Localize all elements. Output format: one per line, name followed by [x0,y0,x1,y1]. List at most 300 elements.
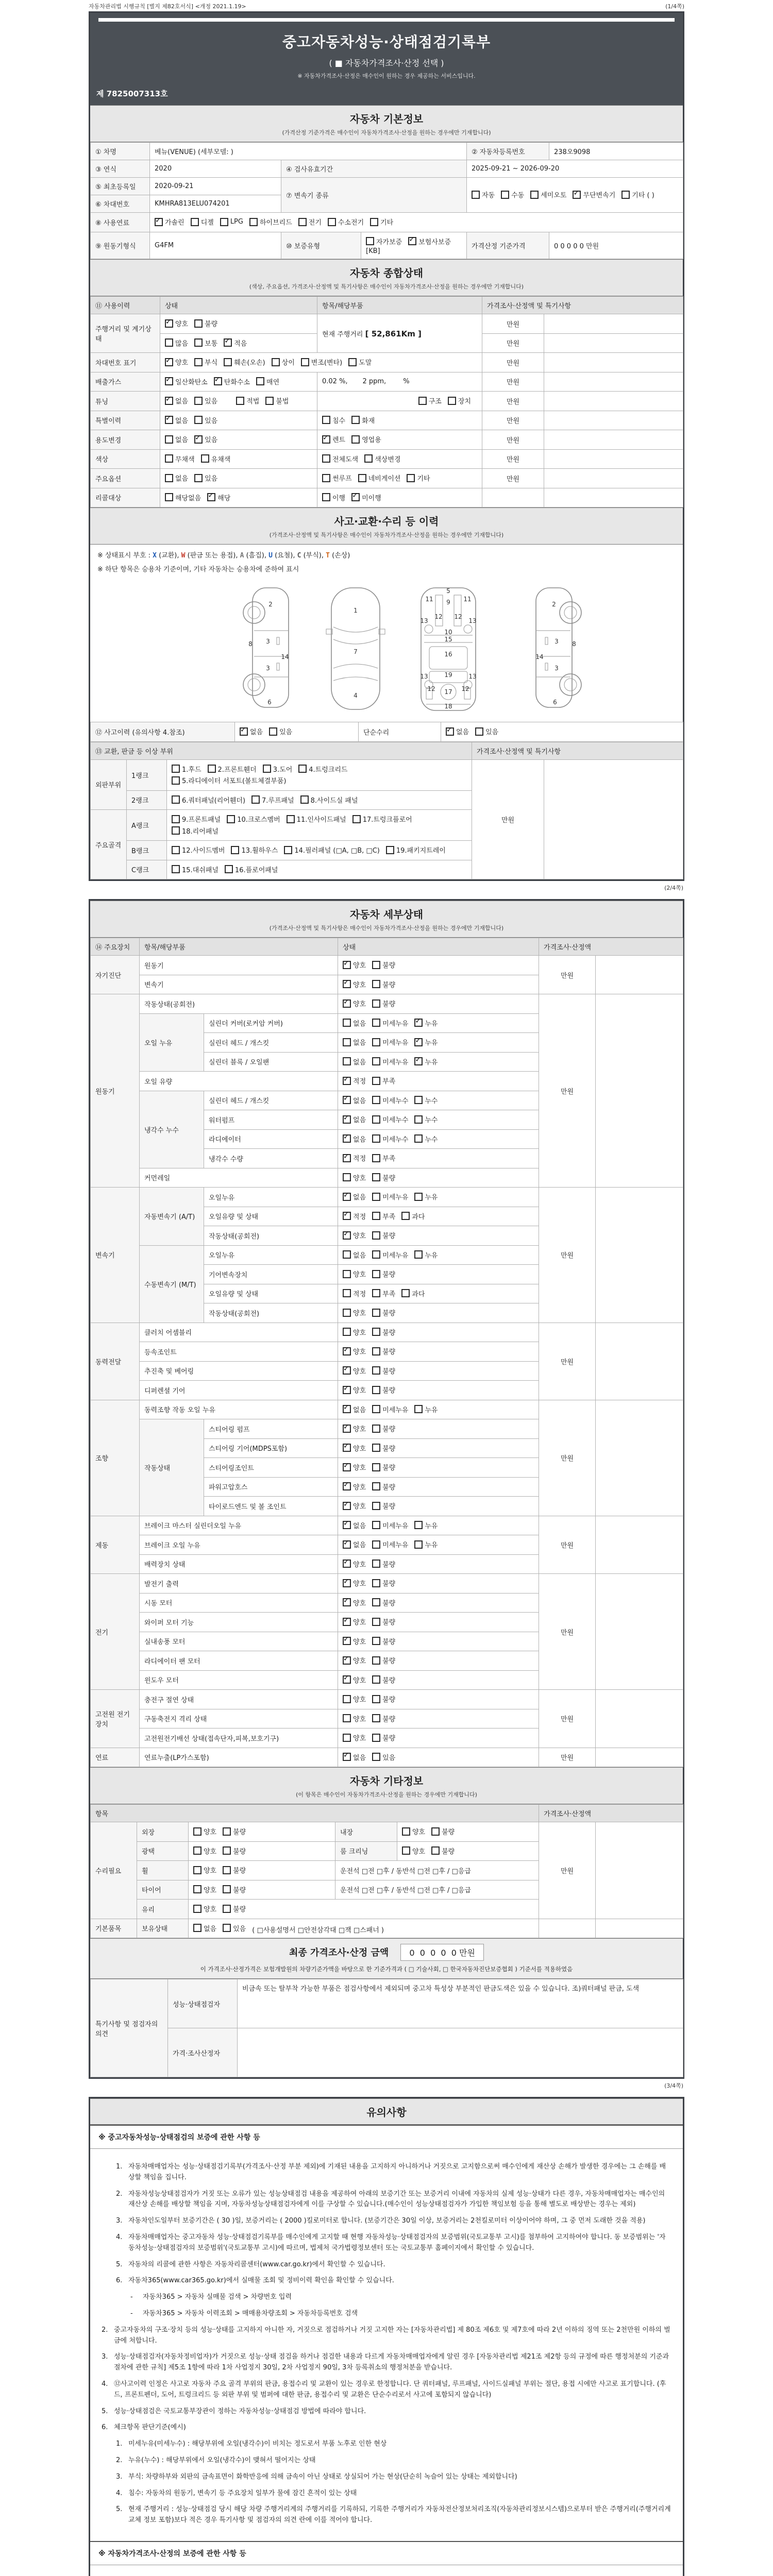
svg-text:6: 6 [267,699,272,706]
notes-cell [544,372,683,392]
checkbox-label: 11.인사이드패널 [296,816,346,824]
checkbox-label: 8.사이드실 패널 [310,796,358,805]
checkbox-option[interactable] [366,236,402,246]
checkbox-icon [343,1637,351,1645]
checkbox-label: 불량 [233,1828,246,1836]
checkbox-option[interactable] [372,1617,395,1626]
checkbox-option[interactable] [343,1076,366,1086]
checkbox-icon [351,416,360,424]
checkbox-option[interactable] [272,357,295,367]
checkbox-option[interactable] [223,1865,246,1875]
checkbox-option[interactable] [372,1346,395,1356]
item-label: 클러치 어셈블리 [140,1323,338,1342]
checkbox-option[interactable] [172,775,287,785]
checkbox-option[interactable] [194,357,217,367]
item-label: 타이로드엔드 및 볼 조인트 [204,1497,338,1516]
checkbox-icon [172,826,180,835]
checkbox-option[interactable] [194,396,217,405]
rank2-label: 2랭크 [127,790,167,810]
checkbox-option[interactable] [372,1714,395,1723]
checkbox-option[interactable] [372,1598,395,1607]
checkbox-icon [372,1173,380,1181]
checkbox-option[interactable] [343,1617,366,1626]
checkbox-option[interactable] [343,1211,366,1221]
checkbox-option[interactable] [372,1037,408,1047]
checkbox-label: 불량 [382,1735,396,1742]
checkbox-label: 없음 [456,728,469,736]
checkbox-option[interactable] [343,1308,366,1317]
checkbox-label: 미세누유 [382,1541,409,1549]
checkbox-option[interactable] [343,1037,366,1047]
checkbox-option[interactable] [263,764,293,774]
checkbox-option[interactable] [358,473,401,483]
checkbox-option[interactable] [343,1752,366,1762]
checkbox-icon [343,1656,351,1665]
checkbox-option[interactable] [343,1501,366,1511]
checkbox-option[interactable] [343,1250,366,1260]
checkbox-option[interactable] [343,1559,366,1569]
checkbox-option[interactable] [284,845,379,855]
checkbox-option[interactable] [322,415,345,425]
checkbox-option[interactable] [165,338,188,348]
car-damage-diagram [90,580,683,722]
checkbox-option[interactable] [193,1846,216,1856]
checkbox-option[interactable] [372,960,395,970]
law-note: 자동차관리법 시행규칙 [별지 제82호서식] <개정 2021.1.19> [89,3,246,10]
checkbox-option[interactable] [418,396,442,405]
state-code-desc: (판금 또는 용접), [185,552,240,560]
checkbox-option[interactable] [372,1018,408,1028]
checkbox-option[interactable] [372,1308,395,1317]
checkbox-option[interactable] [372,1366,395,1376]
checkbox-icon [343,1444,351,1452]
checkbox-option[interactable] [372,1752,395,1762]
checkbox-icon [322,493,330,501]
checkbox-icon [287,815,295,823]
checkbox-icon [372,1347,380,1355]
checkbox-option[interactable] [193,1865,216,1875]
checkbox-option[interactable] [472,190,495,199]
checkbox-label: 미이행 [362,494,381,502]
checkbox-icon [223,1924,231,1932]
checkbox-option[interactable] [224,357,265,367]
checkbox-option[interactable] [155,217,184,227]
checkbox-icon [414,1250,423,1259]
checkbox-option[interactable] [402,1846,425,1856]
checkbox-option[interactable] [372,1134,408,1144]
overall-col-item: 항목/해당부품 [317,297,482,314]
checkbox-option[interactable] [343,1404,366,1414]
checkbox-option[interactable] [322,454,358,464]
checkbox-option[interactable] [621,190,654,199]
checkbox-icon [372,1328,380,1336]
checkbox-option[interactable] [372,1076,395,1086]
checkbox-option[interactable] [343,1675,366,1685]
checkbox-option[interactable] [172,845,225,855]
checkbox-option[interactable] [343,1520,366,1530]
checkbox-label: 미세누유 [382,1058,409,1066]
checkbox-option[interactable] [322,473,352,483]
checkbox-option[interactable] [414,1520,438,1530]
checkbox-icon [372,1618,380,1626]
checkbox-option[interactable] [407,473,430,483]
checkbox-option[interactable] [236,396,259,405]
checkbox-label: 없음 [353,1136,366,1144]
checkbox-option[interactable] [214,377,250,386]
checkbox-label: 불량 [382,1310,396,1317]
checkbox-option[interactable] [301,357,342,367]
checkbox-option[interactable] [172,826,219,836]
checkbox-option[interactable] [343,1018,366,1028]
checkbox-option[interactable] [343,1327,366,1337]
checkbox-icon [263,765,271,773]
checkbox-option[interactable] [201,454,231,464]
checkbox-option[interactable] [287,814,346,824]
checkbox-option[interactable] [372,1250,408,1260]
current-mileage-label: 현재 주행거리 [322,330,363,338]
warranty-checkbox-group [366,240,457,247]
item-label: 라디에이터 팬 모터 [140,1651,338,1671]
checkbox-option[interactable] [475,726,498,736]
checkbox-icon [475,727,483,736]
checkbox-label: 양호 [353,1329,366,1337]
checkbox-option[interactable] [372,1443,395,1453]
checkbox-option[interactable] [372,998,395,1008]
checkbox-label: 불량 [382,1676,396,1685]
checkbox-option[interactable] [372,1482,395,1492]
checkbox-option[interactable] [343,998,366,1008]
checkbox-option[interactable] [414,1192,438,1201]
checkbox-option[interactable] [343,1346,366,1356]
checkbox-option[interactable] [372,1655,395,1665]
checkbox-option[interactable] [372,1694,395,1704]
checkbox-option[interactable] [372,1675,395,1685]
checkbox-icon [418,397,427,405]
checkbox-option[interactable] [372,1095,408,1105]
checkbox-option[interactable] [322,493,345,502]
emission-row-label: 배출가스 [91,372,160,392]
checkbox-option[interactable] [386,845,446,855]
etc-price-cell [539,1919,596,1938]
checkbox-option[interactable] [165,473,188,483]
checkbox-option[interactable] [343,1095,366,1105]
checkbox-option[interactable] [172,795,245,805]
checkbox-option[interactable] [401,1289,425,1298]
checkbox-option[interactable] [343,1539,366,1549]
checkbox-option[interactable] [351,493,381,502]
checkbox-option[interactable] [343,1733,366,1742]
checkbox-option[interactable] [343,1655,366,1665]
checkbox-option[interactable] [256,377,279,386]
checkbox-option[interactable] [343,1385,366,1395]
checkbox-label: 없음 [353,1194,366,1201]
checkbox-option[interactable] [401,1211,425,1221]
checkbox-icon [372,1289,380,1297]
checkbox-option[interactable] [372,1269,395,1279]
checkbox-label: 과다 [412,1213,425,1221]
checkbox-option[interactable] [223,1923,246,1933]
checkbox-icon [343,1134,351,1143]
checkbox-option[interactable] [351,434,381,444]
checkbox-option[interactable] [224,338,247,348]
svg-text:13: 13 [468,617,477,624]
checkbox-icon [372,980,380,988]
checkbox-icon [343,1289,351,1297]
device-steering: 조향 [91,1400,140,1516]
checkbox-option[interactable] [372,1153,395,1163]
checkbox-option[interactable] [165,357,188,367]
checkbox-option[interactable] [414,1250,438,1260]
checkbox-icon [249,218,258,226]
checkbox-icon [256,377,264,385]
checkbox-option[interactable] [300,795,358,805]
checkbox-option[interactable] [343,1423,366,1433]
checkbox-option[interactable] [220,218,243,226]
checkbox-option[interactable] [343,1482,366,1492]
transmission-checkbox-group [467,178,683,213]
checkbox-option[interactable] [343,1153,366,1163]
device-engine: 원동기 [91,994,140,1188]
checkbox-icon [414,1405,423,1413]
checkbox-option[interactable] [322,434,345,444]
checkbox-option[interactable] [172,814,221,824]
checkbox-option[interactable] [343,1598,366,1607]
checkbox-option[interactable] [251,795,294,805]
checkbox-option[interactable] [343,1269,366,1279]
detail-note: (가격조사·산정액 및 특기사항은 매수인이 자동차가격조사·산정을 원하는 경우에만 기재합니다) [269,925,504,931]
checkbox-label: 불량 [382,1426,396,1433]
checkbox-option[interactable] [343,1714,366,1723]
checkbox-label: 양호 [353,1619,366,1626]
checkbox-option[interactable] [372,1211,395,1221]
checkbox-label: 없음 [250,728,263,736]
checkbox-label: 미세누수 [382,1136,409,1144]
checkbox-option[interactable] [343,1173,366,1182]
checkbox-option[interactable] [372,1733,395,1742]
svg-text:8: 8 [572,640,576,648]
checkbox-label: 양호 [353,1696,366,1704]
checkbox-option[interactable] [414,1095,438,1105]
checkbox-option[interactable] [402,1826,425,1836]
checkbox-option[interactable] [372,1404,408,1414]
checkbox-option[interactable] [328,217,364,227]
checkbox-option[interactable] [227,814,280,824]
current-mileage-cell [317,314,482,353]
checkbox-option[interactable] [372,1327,395,1337]
checkbox-option[interactable] [372,979,395,989]
checkbox-option[interactable] [351,415,375,425]
checkbox-option[interactable] [207,493,230,502]
checkbox-option[interactable] [194,415,217,425]
basic-info-table [90,142,683,259]
checkbox-option[interactable] [372,1289,395,1298]
checkbox-option[interactable] [223,1846,246,1856]
checkbox-option[interactable] [372,1385,395,1395]
checkbox-icon [223,1905,231,1913]
checkbox-icon [343,1482,351,1490]
checkbox-option[interactable] [372,1636,395,1646]
status-checkbox-group [338,1651,539,1671]
item-label: 실린더 헤드 / 개스킷 [204,1033,338,1053]
document-number: 제 7825007313호 [96,89,168,98]
checkbox-option[interactable] [193,1904,216,1913]
sub-at: 자동변속기 (A/T) [140,1188,204,1246]
checkbox-option[interactable] [343,1443,366,1453]
checkbox-option[interactable] [408,236,451,246]
checkbox-option[interactable] [193,1923,216,1933]
checkbox-option[interactable] [352,814,412,824]
checkbox-option[interactable] [165,415,188,425]
checkbox-icon [322,474,330,482]
checkbox-option[interactable] [343,1578,366,1588]
checkbox-option[interactable] [172,865,219,874]
checkbox-option[interactable] [223,1826,246,1836]
checkbox-option[interactable] [165,318,188,328]
checkbox-option[interactable] [193,1885,216,1894]
notice-item: 1. 자동차매매업자는 성능·상태점검기록부(가격조사·산정 부분 제외)에 기재된 내용을 고지하지 아니하거나 거짓으로 고지함으로써 매수인에게 재산상 손해가 발생한 경우에는 그 손해를 배상할 책임을 집니다. [116,2163,666,2181]
checkbox-option[interactable] [249,217,292,227]
checkbox-option[interactable] [414,1018,438,1028]
checkbox-option[interactable] [298,217,322,227]
status-checkbox-group [338,1438,539,1458]
checkbox-label: 색상변경 [375,455,401,464]
checkbox-option[interactable] [223,1885,246,1894]
document-sheet [89,11,684,2576]
checkbox-option[interactable] [448,396,471,405]
checkbox-option[interactable] [231,845,278,855]
item-label: 브레이크 마스터 실린더오일 누유 [140,1516,338,1535]
checkbox-icon [372,961,380,969]
checkbox-option[interactable] [343,960,366,970]
checkbox-option[interactable] [372,1462,395,1472]
status-checkbox-group [338,1419,539,1439]
etc-price-cell: 만원 [539,1822,596,1919]
status-checkbox-group [338,994,539,1014]
checkbox-option[interactable] [265,396,289,405]
checkbox-option[interactable] [269,726,292,736]
checkbox-option[interactable] [414,1057,438,1066]
checkbox-option[interactable] [343,1134,366,1144]
checkbox-option[interactable] [165,434,188,444]
checkbox-icon [165,319,173,328]
checkbox-option[interactable] [343,1462,366,1472]
checkbox-option[interactable] [372,1559,395,1569]
checkbox-option[interactable] [372,1057,408,1066]
checkbox-option[interactable] [194,338,217,348]
checkbox-option[interactable] [343,1636,366,1646]
status-checkbox-group [338,1497,539,1516]
checkbox-option[interactable] [194,318,217,328]
checkbox-label: 양호 [353,1676,366,1685]
checkbox-option[interactable] [165,377,208,386]
checkbox-option[interactable] [225,865,278,874]
item-label: 배력장치 상태 [140,1554,338,1574]
checkbox-option[interactable] [343,1192,366,1201]
checkbox-option[interactable] [208,764,257,774]
checkbox-option[interactable] [501,190,524,199]
checkbox-option[interactable] [343,1289,366,1298]
checkbox-label: 보험사보증 [418,238,451,246]
item-label: 작동상태(공회전) [204,1226,338,1246]
checkbox-icon [193,1866,201,1874]
checkbox-option[interactable] [343,1114,366,1124]
checkbox-option[interactable] [414,1539,438,1549]
checkbox-icon [284,846,292,854]
status-checkbox-group [338,1245,539,1265]
checkbox-option[interactable] [240,726,263,736]
checkbox-option[interactable] [172,764,201,774]
checkbox-option[interactable] [194,473,217,483]
checkbox-icon [372,1231,380,1240]
checkbox-option[interactable] [372,1423,395,1433]
checkbox-option[interactable] [343,1366,366,1376]
checkbox-option[interactable] [414,1134,438,1144]
rank1-checkbox-group [167,759,472,790]
warranty-provider: [KB] [366,247,380,255]
checkbox-option[interactable] [372,1114,408,1124]
checkbox-icon [372,1502,380,1510]
checkbox-label: 기타 [417,475,430,483]
status-checkbox-group [338,1188,539,1207]
checkbox-option[interactable] [165,493,201,502]
checkbox-option[interactable] [431,1846,455,1856]
notice-item: 4. ⑫사고이력 인정은 사고로 자동차 주요 골격 부위의 판금, 용접수리 및 교환이 있는 경우로 한정합니다. 단 쿼터패널, 루프패널, 사이드실패널 부위는 절단, 용접 시에만 사고로 표기합니다. (후드, 프론트펜더, 도어, 트렁크리드 등 외판 부위 및 범퍼에 대한 판금, 용접수리 및 교환은 단순수리로서 사고에 포함되지 않습니다) [102,2380,666,2399]
checkbox-option[interactable] [343,979,366,989]
checkbox-option[interactable] [348,357,372,367]
checkbox-option[interactable] [165,454,195,464]
checkbox-label: 불량 [382,1696,396,1704]
checkbox-option[interactable] [530,190,566,199]
checkbox-icon [165,377,173,385]
checkbox-icon [193,1885,201,1893]
checkbox-option[interactable] [223,1904,246,1913]
checkbox-label: 미세누유 [382,1522,409,1530]
item-label: 와이퍼 모터 기능 [140,1613,338,1632]
checkbox-option[interactable] [431,1826,455,1836]
status-checkbox-group [338,1110,539,1130]
checkbox-option[interactable] [414,1037,438,1047]
checkbox-option[interactable] [298,764,347,774]
checkbox-option[interactable] [446,726,469,736]
checkbox-option[interactable] [193,1826,216,1836]
checkbox-option[interactable] [364,454,400,464]
checkbox-option[interactable] [343,1694,366,1704]
checkbox-label: 적정 [353,1213,366,1221]
checkbox-option[interactable] [372,1230,395,1240]
checkbox-option[interactable] [414,1114,438,1124]
checkbox-option[interactable] [343,1230,366,1240]
checkbox-option[interactable] [343,1057,366,1066]
checkbox-option[interactable] [414,1404,438,1414]
checkbox-option[interactable] [372,1192,408,1201]
checkbox-option[interactable] [191,217,214,227]
checkbox-option[interactable] [372,1173,395,1182]
checkbox-icon [372,1250,380,1259]
special-history-row-label: 특별이력 [91,411,160,430]
checkbox-option[interactable] [194,434,217,444]
checkbox-option[interactable] [372,1539,408,1549]
checkbox-label: 없음 [353,1406,366,1414]
checkbox-icon [223,1866,231,1874]
checkbox-option[interactable] [372,1520,408,1530]
checkbox-icon [414,1193,423,1201]
checkbox-option[interactable] [165,396,188,405]
checkbox-option[interactable] [372,1578,395,1588]
checkbox-icon [343,1675,351,1684]
checkbox-option[interactable] [372,1501,395,1511]
checkbox-option[interactable] [370,217,393,227]
checkbox-option[interactable] [573,190,615,199]
